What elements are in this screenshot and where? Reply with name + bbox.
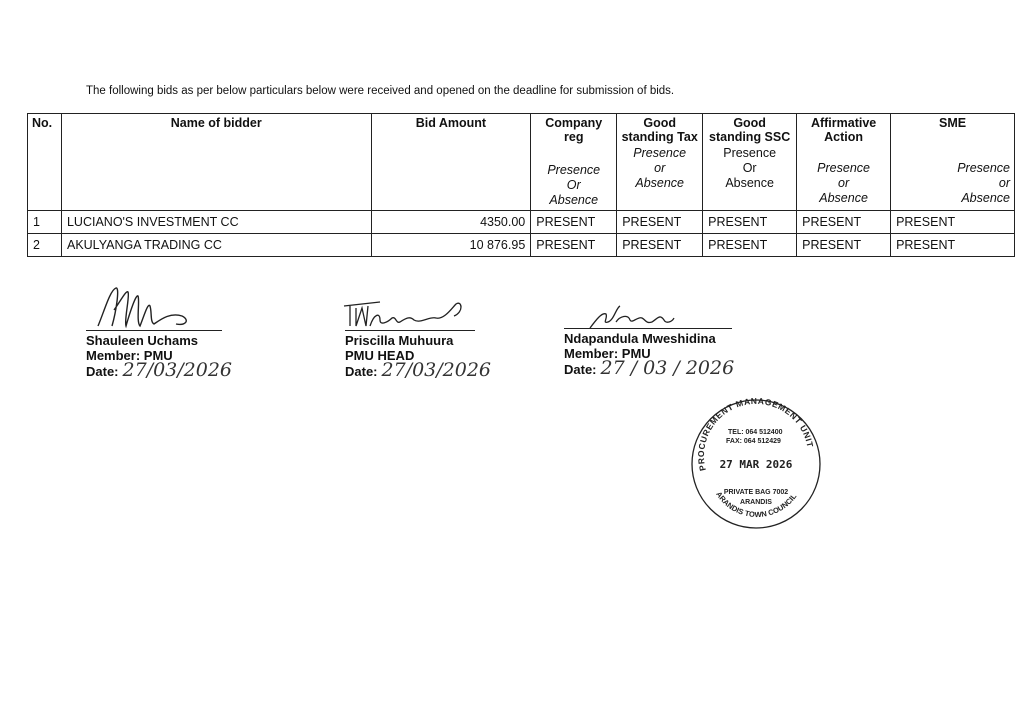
cell-no: 2 (28, 234, 62, 257)
date-label: Date: (564, 362, 597, 377)
header-name: Name of bidder (61, 114, 371, 211)
intro-text: The following bids as per below particulars below were received and opened on the deadline for submission of bids. (86, 85, 675, 97)
ssc-sub: Presence Or Absence (723, 146, 777, 190)
signatory-block-2 (345, 330, 491, 379)
signatory-role: Member: PMU (564, 346, 651, 361)
cell-no: 1 (28, 211, 62, 234)
date-label: Date: (345, 364, 378, 379)
affirmative-sub: Presence or Absence (817, 161, 870, 205)
signatory-name: Priscilla Muhuura (345, 333, 454, 348)
stamp-date: 27 MAR 2026 (719, 458, 793, 471)
cell-ssc: PRESENT (703, 211, 797, 234)
signature-line (564, 328, 732, 329)
signatory-block-1 (86, 330, 232, 379)
date-handwritten: 27/03/2026 (381, 359, 492, 381)
header-company-reg: Company reg Presence Or Absence (531, 114, 617, 211)
cell-affirmative: PRESENT (797, 211, 891, 234)
cell-sme: PRESENT (891, 234, 1015, 257)
signature-line (345, 330, 475, 331)
stamp-council: ARANDIS TOWN COUNCIL (714, 489, 799, 520)
company-reg-sub: Presence Or Absence (547, 163, 601, 207)
cell-amount: 4350.00 (371, 211, 531, 234)
official-stamp (690, 398, 822, 530)
stamp-fax: FAX: 064 512429 (726, 438, 781, 445)
date-handwritten: 27/03/2026 (122, 359, 233, 381)
stamp-unit-text: PROCUREMENT MANAGEMENT UNIT (695, 398, 816, 472)
header-ssc: Good standing SSC Presence Or Absence (703, 114, 797, 211)
stamp-tel: TEL: 064 512400 (728, 429, 783, 436)
table-header-row (28, 114, 1015, 211)
signature-uchams (90, 282, 210, 332)
cell-ssc: PRESENT (703, 234, 797, 257)
signatory-role: Member: PMU (86, 348, 173, 363)
cell-name: LUCIANO'S INVESTMENT CC (61, 211, 371, 234)
table-row (28, 234, 1015, 257)
cell-amount: 10 876.95 (371, 234, 531, 257)
signature-line (86, 330, 222, 331)
cell-name: AKULYANGA TRADING CC (61, 234, 371, 257)
table-row (28, 211, 1015, 234)
cell-company-reg: PRESENT (531, 211, 617, 234)
cell-company-reg: PRESENT (531, 234, 617, 257)
sme-sub: Presence or Absence (957, 161, 1010, 205)
cell-sme: PRESENT (891, 211, 1015, 234)
date-handwritten: 27 / 03 / 2026 (600, 357, 735, 379)
header-affirmative: Affirmative Action Presence or Absence (797, 114, 891, 211)
signatory-name: Ndapandula Mweshidina (564, 331, 716, 346)
tax-sub: Presence or Absence (633, 146, 687, 190)
signatory-role: PMU HEAD (345, 348, 415, 363)
signature-muhuura (340, 296, 470, 332)
bids-table (27, 113, 1015, 257)
cell-affirmative: PRESENT (797, 234, 891, 257)
header-no: No. (28, 114, 62, 211)
date-label: Date: (86, 364, 119, 379)
header-sme: SME Presence or Absence (891, 114, 1015, 211)
header-amount: Bid Amount (371, 114, 531, 211)
stamp-bag: PRIVATE BAG 7002 (723, 489, 789, 496)
signatory-name: Shauleen Uchams (86, 333, 198, 348)
signatory-block-3 (564, 328, 734, 377)
header-tax: Good standing Tax Presence or Absence (617, 114, 703, 211)
stamp-town: ARANDIS (740, 499, 772, 506)
cell-tax: PRESENT (617, 211, 703, 234)
cell-tax: PRESENT (617, 234, 703, 257)
